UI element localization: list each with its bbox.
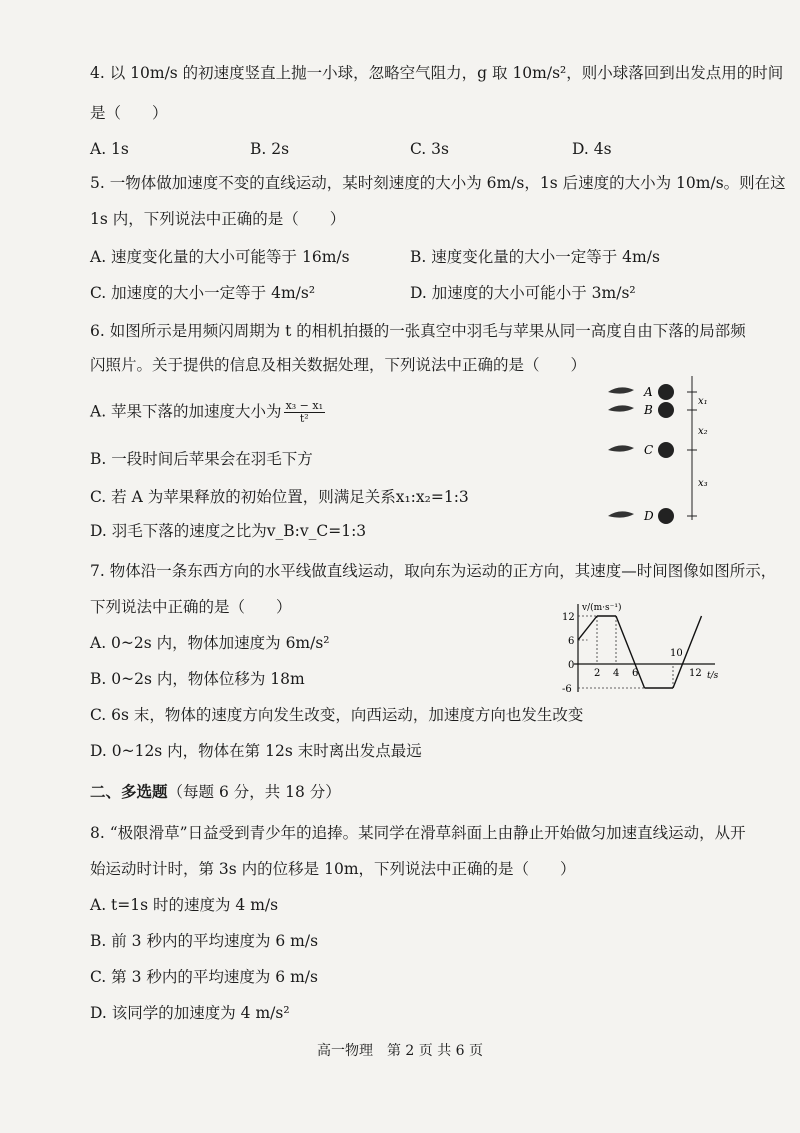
q8-option-d: D. 该同学的加速度为 4 m/s² (90, 1004, 290, 1022)
q7-option-c: C. 6s 末，物体的速度方向发生改变，向西运动，加速度方向也发生改变 (90, 706, 584, 724)
q6-stem-line2: 闪照片。关于提供的信息及相关数据处理，下列说法中正确的是（ ） (90, 356, 587, 374)
q4-stem-line1: 4. 以 10m/s 的初速度竖直上抛一小球，忽略空气阻力，g 取 10m/s²，则小球落回到出发点用的时间 (90, 64, 784, 82)
series-segment (616, 616, 645, 688)
q6-option-c: C. 若 A 为苹果释放的初始位置，则满足关系x₁:x₂=1:3 (90, 488, 469, 506)
fraction-denominator: t² (299, 412, 309, 425)
q5-option-a: A. 速度变化量的大小可能等于 16m/s (90, 248, 350, 266)
x-tick-label: 6 (632, 668, 639, 679)
label-a: A (644, 385, 653, 399)
q8-option-b: B. 前 3 秒内的平均速度为 6 m/s (90, 932, 319, 950)
chart-guides (578, 616, 673, 688)
feather-icon (608, 387, 634, 517)
q8-option-a: A. t=1s 时的速度为 4 m/s (90, 896, 279, 914)
q4-stem-line2: 是（ ） (90, 104, 168, 122)
q4-option-b: B. 2s (250, 140, 290, 158)
label-x3: x₃ (698, 478, 708, 489)
y-tick-label: 0 (568, 660, 575, 671)
label-d: D (644, 509, 654, 523)
q7-option-a: A. 0~2s 内，物体加速度为 6m/s² (90, 634, 330, 652)
x-axis-label: t/s (707, 671, 719, 681)
q5-option-b: B. 速度变化量的大小一定等于 4m/s (410, 248, 660, 266)
label-b: B (644, 403, 653, 417)
apple-icon (658, 384, 674, 524)
y-axis-label: v/(m·s⁻¹) (582, 603, 622, 613)
x-tick-label: 4 (613, 668, 620, 679)
x-tick-label: 2 (594, 668, 601, 679)
q5-option-c: C. 加速度的大小一定等于 4m/s² (90, 284, 316, 302)
section-score-note: （每题 6 分，共 18 分） (167, 783, 341, 801)
page-footer: 高一物理 第 2 页 共 6 页 (316, 1043, 484, 1059)
q4-option-c: C. 3s (410, 140, 449, 158)
q7-stem-line2: 下列说法中正确的是（ ） (90, 598, 292, 616)
y-tick-label: 6 (568, 636, 575, 647)
q5-stem-line2: 1s 内，下列说法中正确的是（ ） (90, 210, 346, 228)
velocity-time-chart (550, 586, 730, 700)
label-x1: x₁ (698, 396, 708, 407)
chart-ticks (562, 612, 702, 695)
q6-option-a-fraction (284, 400, 325, 425)
q6-option-a-text: A. 苹果下落的加速度大小为 (90, 402, 282, 421)
fraction-numerator: x₃ − x₁ (285, 399, 323, 412)
q4-option-a: A. 1s (90, 140, 129, 158)
q6-stem-line1: 6. 如图所示是用频闪周期为 t 的相机拍摄的一张真空中羽毛与苹果从同一高度自由下落的局部频 (90, 322, 746, 340)
label-c: C (644, 443, 654, 457)
q4-option-d: D. 4s (572, 140, 612, 158)
q6-option-a (90, 400, 327, 425)
x-tick-label: 12 (689, 668, 702, 679)
q6-option-b: B. 一段时间后苹果会在羽毛下方 (90, 450, 313, 468)
y-tick-label: -6 (562, 684, 572, 695)
series-segment (578, 616, 597, 640)
strobe-photo-diagram (600, 370, 720, 530)
label-x2: x₂ (698, 426, 708, 437)
x-tick-label: 10 (670, 648, 683, 659)
q7-option-b: B. 0~2s 内，物体位移为 18m (90, 670, 305, 688)
q7-stem-line1: 7. 物体沿一条东西方向的水平线做直线运动，取向东为运动的正方向，其速度—时间图像如图所示， (90, 562, 777, 580)
q8-option-c: C. 第 3 秒内的平均速度为 6 m/s (90, 968, 318, 986)
q6-option-d: D. 羽毛下落的速度之比为v_B:v_C=1:3 (90, 522, 367, 540)
section-title-text: 二、多选题 (90, 782, 168, 801)
q7-option-d: D. 0~12s 内，物体在第 12s 末时离出发点最远 (90, 742, 422, 760)
q8-stem-line2: 始运动时计时，第 3s 内的位移是 10m，下列说法中正确的是（ ） (90, 860, 576, 878)
q5-stem-line1: 5. 一物体做加速度不变的直线运动，某时刻速度的大小为 6m/s，1s 后速度的大小为 10m/s。则在这 (90, 174, 786, 192)
section-title (90, 780, 341, 802)
q5-option-d: D. 加速度的大小可能小于 3m/s² (410, 284, 636, 302)
y-tick-label: 12 (562, 612, 575, 623)
distance-markers (687, 376, 697, 520)
q8-stem-line1: 8. “极限滑草”日益受到青少年的追捧。某同学在滑草斜面上由静止开始做匀加速直线运动，从开 (90, 824, 746, 842)
